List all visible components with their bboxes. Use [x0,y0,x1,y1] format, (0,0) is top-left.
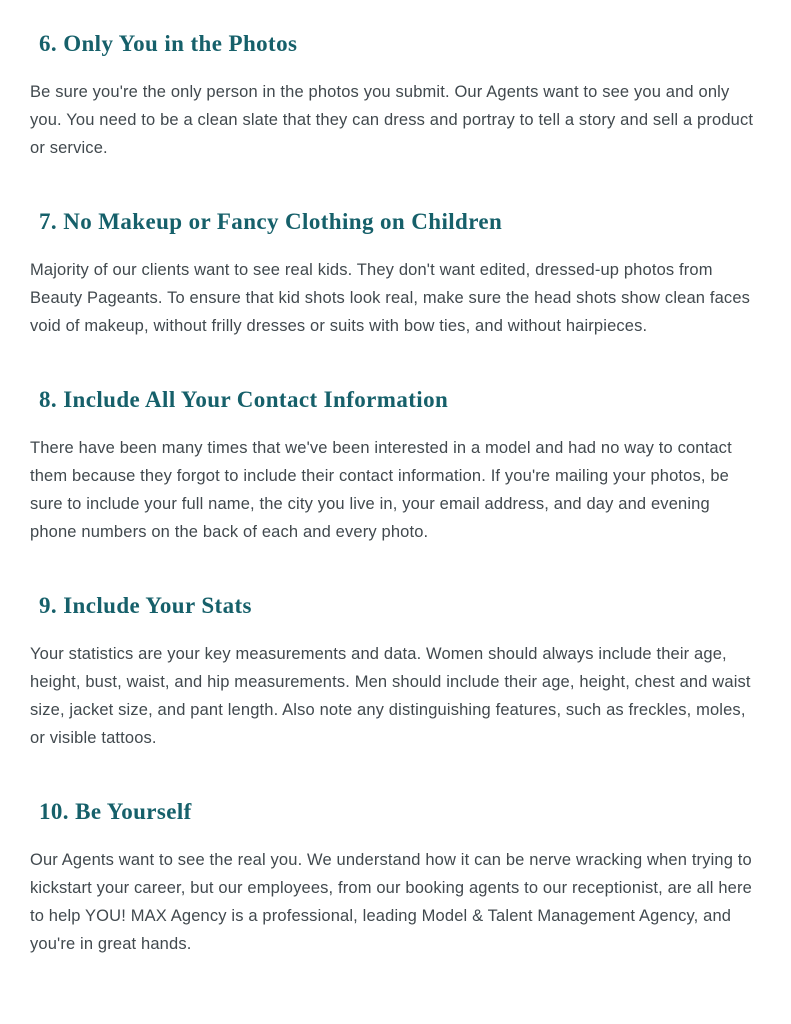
section-heading: 8. Include All Your Contact Information [39,387,449,412]
tip-section-9 [30,592,761,752]
section-heading: 7. No Makeup or Fancy Clothing on Children [39,209,503,234]
section-heading: 6. Only You in the Photos [39,31,298,56]
tip-section-7 [30,208,761,340]
section-paragraph: There have been many times that we've been interested in a model and had no way to contact them because they forgot to include their contact information. If you're mailing your photos, be sure to include your full name, the city you live in, your email address, and day and evening phone numbers on the back of each and every photo. [30,439,732,541]
section-heading: 9. Include Your Stats [39,593,252,618]
section-paragraph: Majority of our clients want to see real kids. They don't want edited, dressed-up photos from Beauty Pageants. To ensure that kid shots look real, make sure the head shots show clean faces void of makeup, without frilly dresses or suits with bow ties, and without hairpieces. [30,261,751,335]
section-paragraph: Our Agents want to see the real you. We understand how it can be nerve wracking when trying to kickstart your career, but our employees, from our booking agents to our receptionist, are all here to help YOU! MAX Agency is a professional, leading Model & Talent Management Agency, and you're in great hands. [30,851,752,953]
section-paragraph: Be sure you're the only person in the photos you submit. Our Agents want to see you and only you. You need to be a clean slate that they can dress and portray to tell a story and sell a product or service. [30,83,754,157]
section-heading: 10. Be Yourself [39,799,192,824]
tip-section-8 [30,386,761,546]
tip-section-10 [30,798,761,958]
section-paragraph: Your statistics are your key measurements and data. Women should always include their age, height, bust, waist, and hip measurements. Men should include their age, height, chest and waist size, jacket size, and pant length. Also note any distinguishing features, such as freckles, moles, or visible tattoos. [30,645,751,747]
tip-section-6 [30,30,761,162]
